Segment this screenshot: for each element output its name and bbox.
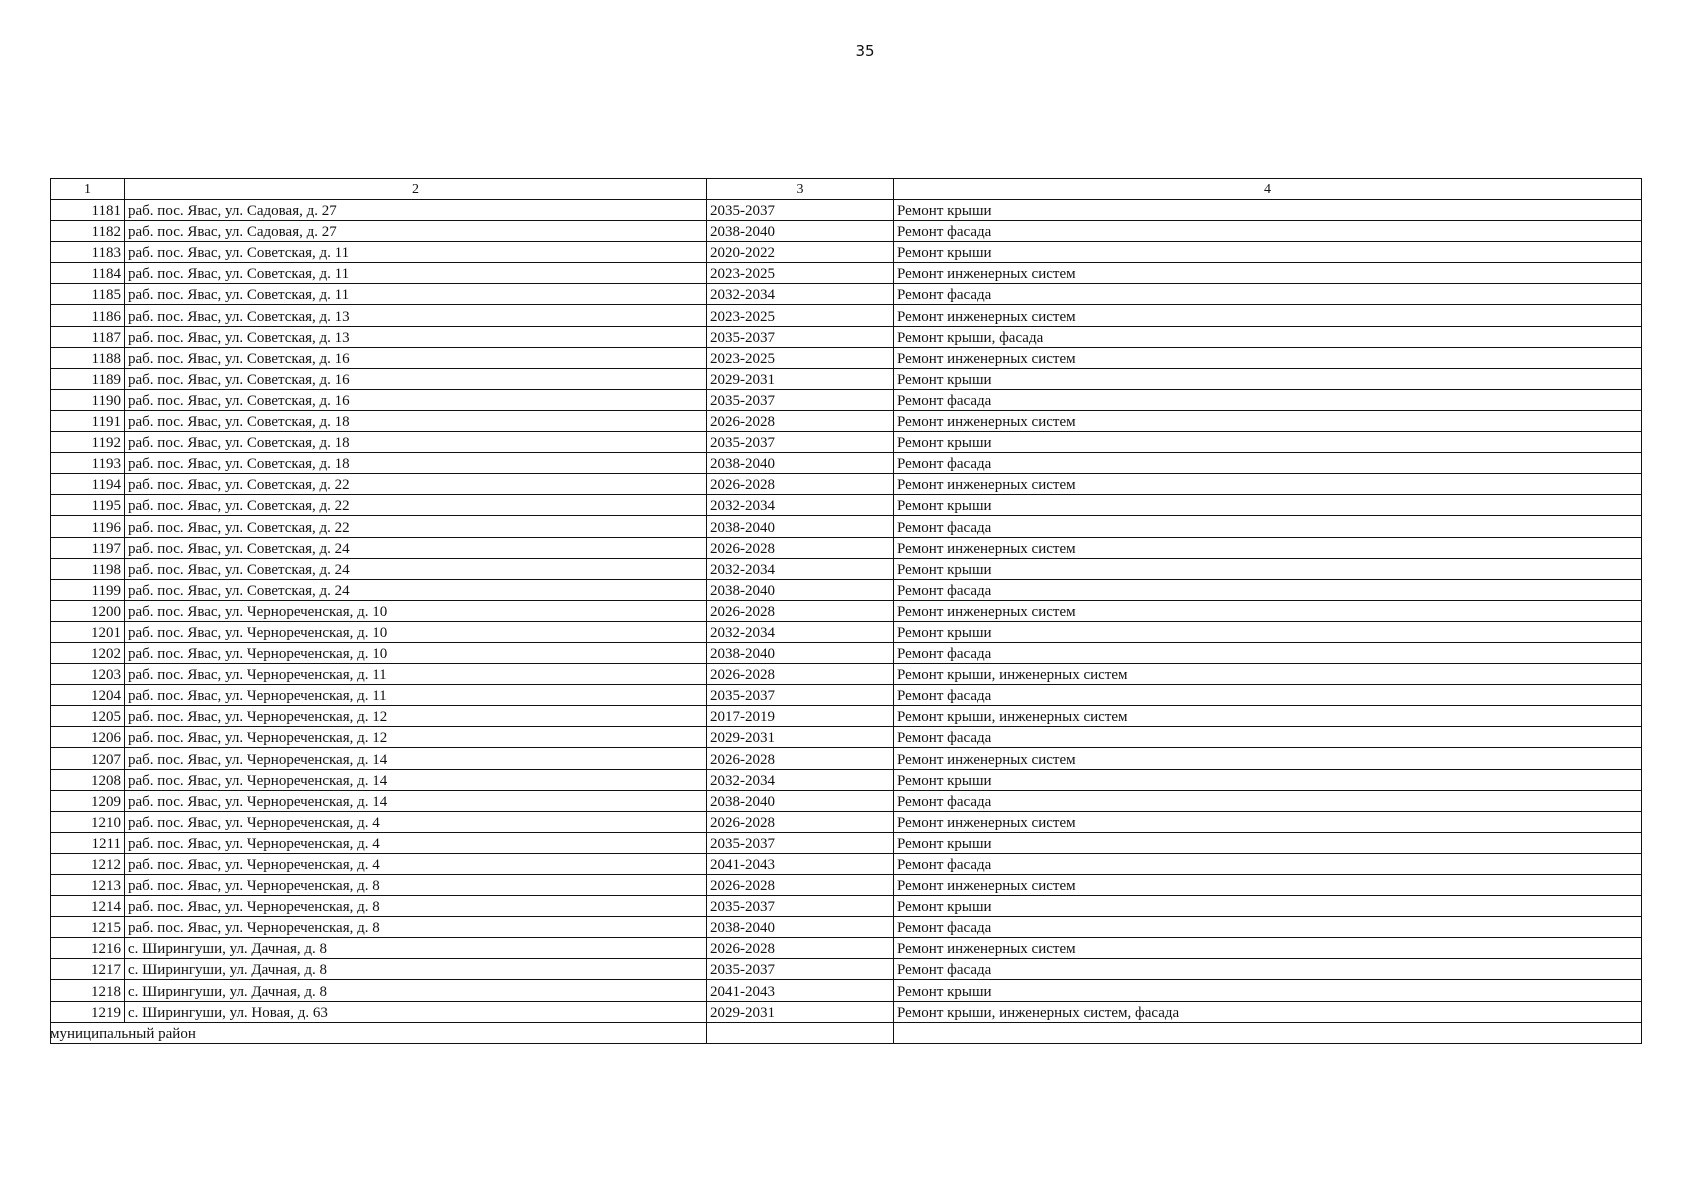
row-work-type: Ремонт фасада bbox=[894, 685, 1642, 706]
row-number: 1191 bbox=[51, 410, 125, 431]
row-number: 1198 bbox=[51, 558, 125, 579]
row-address: раб. пос. Явас, ул. Советская, д. 16 bbox=[125, 368, 707, 389]
row-number: 1219 bbox=[51, 1001, 125, 1022]
row-period: 2035-2037 bbox=[707, 200, 894, 221]
row-number: 1206 bbox=[51, 727, 125, 748]
repair-schedule-table bbox=[50, 178, 1642, 1044]
table-row bbox=[51, 263, 1642, 284]
row-period: 2026-2028 bbox=[707, 938, 894, 959]
table-row bbox=[51, 326, 1642, 347]
table-row bbox=[51, 727, 1642, 748]
row-work-type: Ремонт фасада bbox=[894, 853, 1642, 874]
row-address: раб. пос. Явас, ул. Чернореченская, д. 4 bbox=[125, 811, 707, 832]
row-period: 2023-2025 bbox=[707, 263, 894, 284]
row-address: раб. пос. Явас, ул. Чернореченская, д. 10 bbox=[125, 642, 707, 663]
row-period: 2023-2025 bbox=[707, 347, 894, 368]
row-number: 1214 bbox=[51, 896, 125, 917]
table-row bbox=[51, 917, 1642, 938]
table-row bbox=[51, 537, 1642, 558]
row-address: раб. пос. Явас, ул. Чернореченская, д. 10 bbox=[125, 600, 707, 621]
row-period: 2032-2034 bbox=[707, 495, 894, 516]
row-number: 1195 bbox=[51, 495, 125, 516]
row-address: раб. пос. Явас, ул. Чернореченская, д. 11 bbox=[125, 685, 707, 706]
row-work-type: Ремонт фасада bbox=[894, 642, 1642, 663]
row-work-type: Ремонт фасада bbox=[894, 959, 1642, 980]
row-number: 1205 bbox=[51, 706, 125, 727]
row-number: 1218 bbox=[51, 980, 125, 1001]
table-header bbox=[51, 179, 1642, 200]
row-work-type: Ремонт фасада bbox=[894, 516, 1642, 537]
row-number: 1187 bbox=[51, 326, 125, 347]
row-work-type: Ремонт крыши, инженерных систем bbox=[894, 706, 1642, 727]
row-period: 2035-2037 bbox=[707, 326, 894, 347]
row-work-type: Ремонт крыши bbox=[894, 558, 1642, 579]
row-address: раб. пос. Явас, ул. Чернореченская, д. 4 bbox=[125, 853, 707, 874]
row-number: 1203 bbox=[51, 664, 125, 685]
row-address: с. Ширингуши, ул. Новая, д. 63 bbox=[125, 1001, 707, 1022]
table-row bbox=[51, 200, 1642, 221]
table-row bbox=[51, 748, 1642, 769]
row-address: раб. пос. Явас, ул. Чернореченская, д. 14 bbox=[125, 748, 707, 769]
row-work-type: Ремонт крыши bbox=[894, 896, 1642, 917]
column-header-number: 1 bbox=[51, 179, 125, 200]
row-number: 1211 bbox=[51, 832, 125, 853]
table-body bbox=[51, 200, 1642, 1023]
row-address: раб. пос. Явас, ул. Советская, д. 18 bbox=[125, 453, 707, 474]
row-period: 2035-2037 bbox=[707, 896, 894, 917]
table-row bbox=[51, 579, 1642, 600]
row-address: раб. пос. Явас, ул. Чернореченская, д. 8 bbox=[125, 896, 707, 917]
row-work-type: Ремонт инженерных систем bbox=[894, 600, 1642, 621]
table-row bbox=[51, 516, 1642, 537]
row-address: раб. пос. Явас, ул. Советская, д. 22 bbox=[125, 516, 707, 537]
row-period: 2038-2040 bbox=[707, 516, 894, 537]
column-header-work: 4 bbox=[894, 179, 1642, 200]
table-row bbox=[51, 453, 1642, 474]
row-address: раб. пос. Явас, ул. Садовая, д. 27 bbox=[125, 200, 707, 221]
row-number: 1202 bbox=[51, 642, 125, 663]
row-period: 2041-2043 bbox=[707, 853, 894, 874]
row-period: 2029-2031 bbox=[707, 368, 894, 389]
row-period: 2038-2040 bbox=[707, 453, 894, 474]
row-address: раб. пос. Явас, ул. Чернореченская, д. 8 bbox=[125, 917, 707, 938]
row-period: 2026-2028 bbox=[707, 748, 894, 769]
row-number: 1190 bbox=[51, 389, 125, 410]
row-work-type: Ремонт крыши bbox=[894, 621, 1642, 642]
row-work-type: Ремонт инженерных систем bbox=[894, 410, 1642, 431]
row-number: 1189 bbox=[51, 368, 125, 389]
row-period: 2026-2028 bbox=[707, 664, 894, 685]
row-work-type: Ремонт крыши bbox=[894, 242, 1642, 263]
table-row bbox=[51, 284, 1642, 305]
row-number: 1194 bbox=[51, 474, 125, 495]
table-row bbox=[51, 664, 1642, 685]
row-address: раб. пос. Явас, ул. Советская, д. 13 bbox=[125, 326, 707, 347]
row-period: 2038-2040 bbox=[707, 579, 894, 600]
row-period: 2038-2040 bbox=[707, 917, 894, 938]
row-address: раб. пос. Явас, ул. Советская, д. 11 bbox=[125, 284, 707, 305]
row-address: раб. пос. Явас, ул. Советская, д. 24 bbox=[125, 558, 707, 579]
row-address: раб. пос. Явас, ул. Советская, д. 13 bbox=[125, 305, 707, 326]
row-work-type: Ремонт инженерных систем bbox=[894, 748, 1642, 769]
row-period: 2026-2028 bbox=[707, 410, 894, 431]
group-label: муниципальный район bbox=[50, 1025, 196, 1042]
table-row bbox=[51, 474, 1642, 495]
row-address: раб. пос. Явас, ул. Чернореченская, д. 8 bbox=[125, 875, 707, 896]
row-work-type: Ремонт крыши bbox=[894, 980, 1642, 1001]
row-period: 2038-2040 bbox=[707, 221, 894, 242]
row-period: 2035-2037 bbox=[707, 959, 894, 980]
table-row bbox=[51, 410, 1642, 431]
row-address: с. Ширингуши, ул. Дачная, д. 8 bbox=[125, 938, 707, 959]
table-row bbox=[51, 980, 1642, 1001]
row-number: 1183 bbox=[51, 242, 125, 263]
row-work-type: Ремонт фасада bbox=[894, 221, 1642, 242]
row-work-type: Ремонт крыши, инженерных систем, фасада bbox=[894, 1001, 1642, 1022]
group-label-row bbox=[51, 1022, 1642, 1043]
empty-period-cell bbox=[707, 1022, 894, 1043]
row-address: раб. пос. Явас, ул. Чернореченская, д. 12 bbox=[125, 706, 707, 727]
row-work-type: Ремонт инженерных систем bbox=[894, 263, 1642, 284]
table-row bbox=[51, 832, 1642, 853]
row-number: 1201 bbox=[51, 621, 125, 642]
row-address: раб. пос. Явас, ул. Советская, д. 11 bbox=[125, 263, 707, 284]
row-period: 2026-2028 bbox=[707, 537, 894, 558]
row-period: 2023-2025 bbox=[707, 305, 894, 326]
row-address: раб. пос. Явас, ул. Советская, д. 18 bbox=[125, 410, 707, 431]
table-row bbox=[51, 221, 1642, 242]
row-number: 1199 bbox=[51, 579, 125, 600]
table-row bbox=[51, 875, 1642, 896]
row-address: раб. пос. Явас, ул. Советская, д. 18 bbox=[125, 432, 707, 453]
row-number: 1215 bbox=[51, 917, 125, 938]
row-address: с. Ширингуши, ул. Дачная, д. 8 bbox=[125, 980, 707, 1001]
row-period: 2032-2034 bbox=[707, 558, 894, 579]
table-row bbox=[51, 853, 1642, 874]
row-period: 2032-2034 bbox=[707, 769, 894, 790]
row-period: 2035-2037 bbox=[707, 685, 894, 706]
row-period: 2026-2028 bbox=[707, 811, 894, 832]
row-address: раб. пос. Явас, ул. Чернореченская, д. 11 bbox=[125, 664, 707, 685]
row-work-type: Ремонт инженерных систем bbox=[894, 938, 1642, 959]
row-number: 1192 bbox=[51, 432, 125, 453]
row-number: 1216 bbox=[51, 938, 125, 959]
empty-work-cell bbox=[894, 1022, 1642, 1043]
row-work-type: Ремонт инженерных систем bbox=[894, 305, 1642, 326]
row-number: 1186 bbox=[51, 305, 125, 326]
table-row bbox=[51, 347, 1642, 368]
row-address: раб. пос. Явас, ул. Советская, д. 11 bbox=[125, 242, 707, 263]
row-work-type: Ремонт фасада bbox=[894, 284, 1642, 305]
row-number: 1208 bbox=[51, 769, 125, 790]
table-row bbox=[51, 368, 1642, 389]
row-period: 2041-2043 bbox=[707, 980, 894, 1001]
table-row bbox=[51, 790, 1642, 811]
row-address: с. Ширингуши, ул. Дачная, д. 8 bbox=[125, 959, 707, 980]
table-row bbox=[51, 621, 1642, 642]
row-work-type: Ремонт инженерных систем bbox=[894, 474, 1642, 495]
row-number: 1181 bbox=[51, 200, 125, 221]
row-address: раб. пос. Явас, ул. Садовая, д. 27 bbox=[125, 221, 707, 242]
row-period: 2032-2034 bbox=[707, 284, 894, 305]
row-work-type: Ремонт крыши bbox=[894, 368, 1642, 389]
row-period: 2017-2019 bbox=[707, 706, 894, 727]
row-address: раб. пос. Явас, ул. Советская, д. 24 bbox=[125, 537, 707, 558]
row-number: 1217 bbox=[51, 959, 125, 980]
table-row bbox=[51, 938, 1642, 959]
group-label-cell bbox=[51, 1022, 707, 1043]
table-row bbox=[51, 432, 1642, 453]
table-row bbox=[51, 959, 1642, 980]
row-work-type: Ремонт фасада bbox=[894, 790, 1642, 811]
row-number: 1197 bbox=[51, 537, 125, 558]
row-work-type: Ремонт крыши bbox=[894, 769, 1642, 790]
table-footer bbox=[51, 1022, 1642, 1043]
row-work-type: Ремонт крыши bbox=[894, 200, 1642, 221]
row-address: раб. пос. Явас, ул. Чернореченская, д. 12 bbox=[125, 727, 707, 748]
row-address: раб. пос. Явас, ул. Советская, д. 16 bbox=[125, 389, 707, 410]
row-number: 1193 bbox=[51, 453, 125, 474]
row-work-type: Ремонт крыши, фасада bbox=[894, 326, 1642, 347]
row-address: раб. пос. Явас, ул. Чернореченская, д. 14 bbox=[125, 790, 707, 811]
row-work-type: Ремонт инженерных систем bbox=[894, 875, 1642, 896]
row-period: 2032-2034 bbox=[707, 621, 894, 642]
row-work-type: Ремонт крыши bbox=[894, 832, 1642, 853]
row-number: 1210 bbox=[51, 811, 125, 832]
table-row bbox=[51, 1001, 1642, 1022]
column-header-period: 3 bbox=[707, 179, 894, 200]
row-period: 2038-2040 bbox=[707, 642, 894, 663]
row-work-type: Ремонт фасада bbox=[894, 389, 1642, 410]
row-number: 1209 bbox=[51, 790, 125, 811]
table-row bbox=[51, 389, 1642, 410]
row-work-type: Ремонт инженерных систем bbox=[894, 811, 1642, 832]
row-period: 2020-2022 bbox=[707, 242, 894, 263]
row-address: раб. пос. Явас, ул. Советская, д. 16 bbox=[125, 347, 707, 368]
row-period: 2038-2040 bbox=[707, 790, 894, 811]
table-row bbox=[51, 896, 1642, 917]
row-period: 2026-2028 bbox=[707, 600, 894, 621]
row-number: 1185 bbox=[51, 284, 125, 305]
row-period: 2029-2031 bbox=[707, 727, 894, 748]
row-address: раб. пос. Явас, ул. Советская, д. 24 bbox=[125, 579, 707, 600]
page-number: 35 bbox=[855, 42, 875, 60]
row-address: раб. пос. Явас, ул. Чернореченская, д. 10 bbox=[125, 621, 707, 642]
table-row bbox=[51, 685, 1642, 706]
table-row bbox=[51, 706, 1642, 727]
row-number: 1182 bbox=[51, 221, 125, 242]
row-number: 1213 bbox=[51, 875, 125, 896]
row-number: 1207 bbox=[51, 748, 125, 769]
table-row bbox=[51, 558, 1642, 579]
row-number: 1212 bbox=[51, 853, 125, 874]
row-number: 1188 bbox=[51, 347, 125, 368]
row-number: 1204 bbox=[51, 685, 125, 706]
row-work-type: Ремонт крыши bbox=[894, 495, 1642, 516]
table-row bbox=[51, 495, 1642, 516]
row-period: 2035-2037 bbox=[707, 832, 894, 853]
row-period: 2035-2037 bbox=[707, 389, 894, 410]
row-address: раб. пос. Явас, ул. Советская, д. 22 bbox=[125, 474, 707, 495]
row-period: 2026-2028 bbox=[707, 875, 894, 896]
row-work-type: Ремонт фасада bbox=[894, 727, 1642, 748]
table-row bbox=[51, 642, 1642, 663]
row-number: 1200 bbox=[51, 600, 125, 621]
row-work-type: Ремонт фасада bbox=[894, 579, 1642, 600]
row-address: раб. пос. Явас, ул. Советская, д. 22 bbox=[125, 495, 707, 516]
table-row bbox=[51, 769, 1642, 790]
row-work-type: Ремонт инженерных систем bbox=[894, 537, 1642, 558]
table-row bbox=[51, 811, 1642, 832]
row-work-type: Ремонт инженерных систем bbox=[894, 347, 1642, 368]
row-address: раб. пос. Явас, ул. Чернореченская, д. 14 bbox=[125, 769, 707, 790]
row-work-type: Ремонт крыши bbox=[894, 432, 1642, 453]
table-row bbox=[51, 600, 1642, 621]
row-number: 1196 bbox=[51, 516, 125, 537]
row-period: 2035-2037 bbox=[707, 432, 894, 453]
header-row bbox=[51, 179, 1642, 200]
row-period: 2029-2031 bbox=[707, 1001, 894, 1022]
table-row bbox=[51, 305, 1642, 326]
column-header-address: 2 bbox=[125, 179, 707, 200]
row-work-type: Ремонт фасада bbox=[894, 917, 1642, 938]
row-address: раб. пос. Явас, ул. Чернореченская, д. 4 bbox=[125, 832, 707, 853]
row-work-type: Ремонт фасада bbox=[894, 453, 1642, 474]
row-work-type: Ремонт крыши, инженерных систем bbox=[894, 664, 1642, 685]
table-row bbox=[51, 242, 1642, 263]
row-period: 2026-2028 bbox=[707, 474, 894, 495]
row-number: 1184 bbox=[51, 263, 125, 284]
